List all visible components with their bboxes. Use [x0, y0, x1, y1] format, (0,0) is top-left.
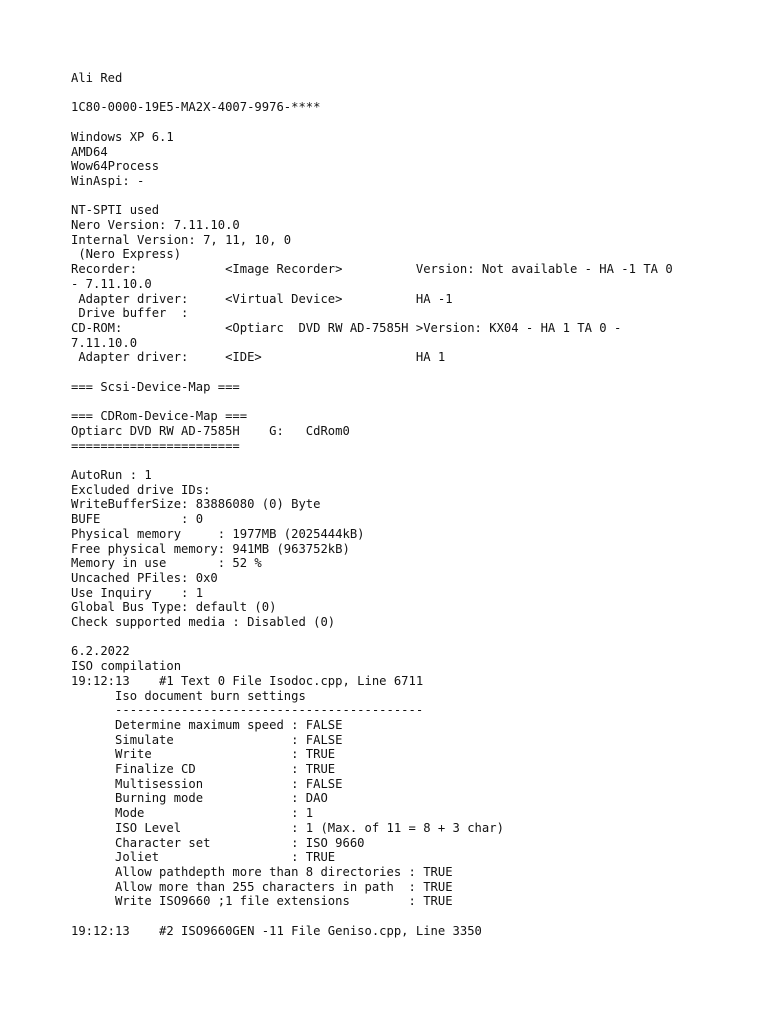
log-line: ISO Level : 1 (Max. of 11 = 8 + 3 char)	[71, 820, 504, 835]
log-line: Uncached PFiles: 0x0	[71, 570, 218, 585]
log-line: Physical memory : 1977MB (2025444kB)	[71, 526, 365, 541]
log-line: NT-SPTI used	[71, 203, 160, 218]
log-line: Determine maximum speed : FALSE	[71, 717, 343, 732]
log-line: ISO compilation	[71, 659, 182, 674]
log-line: WriteBufferSize: 83886080 (0) Byte	[71, 497, 321, 512]
log-line: Windows XP 6.1	[71, 129, 174, 144]
log-line: Simulate : FALSE	[71, 732, 343, 747]
log-line: Free physical memory: 941MB (963752kB)	[71, 541, 350, 556]
log-line: Joliet : TRUE	[71, 850, 336, 865]
log-line: =======================	[71, 438, 240, 453]
log-line: 1C80-0000-19E5-MA2X-4007-9976-****	[71, 100, 321, 115]
log-line: Memory in use : 52 %	[71, 556, 262, 571]
log-line: Check supported media : Disabled (0)	[71, 615, 336, 630]
log-line: Recorder: <Image Recorder> Version: Not available - HA -1 TA 0	[71, 262, 673, 277]
log-line: Internal Version: 7, 11, 10, 0	[71, 232, 292, 247]
log-line: Global Bus Type: default (0)	[71, 600, 277, 615]
log-line: Wow64Process	[71, 159, 160, 174]
log-line: AutoRun : 1	[71, 467, 152, 482]
log-line: Allow more than 255 characters in path : TRUE	[71, 879, 453, 894]
log-line: Use Inquiry : 1	[71, 585, 204, 600]
log-line: 19:12:13 #2 ISO9660GEN -11 File Geniso.cpp, Line 3350	[71, 923, 482, 938]
log-line: Allow pathdepth more than 8 directories : TRUE	[71, 864, 453, 879]
log-line: Character set : ISO 9660	[71, 835, 365, 850]
log-line: Ali Red	[71, 71, 123, 85]
log-line: 19:12:13 #1 Text 0 File Isodoc.cpp, Line 6711	[71, 673, 424, 688]
log-line: ------------------------------------------	[71, 703, 424, 718]
log-line: Mode : 1	[71, 806, 314, 821]
log-line: === CDRom-Device-Map ===	[71, 409, 248, 424]
log-line: Multisession : FALSE	[71, 776, 343, 791]
log-line: (Nero Express)	[71, 247, 182, 262]
log-line: - 7.11.10.0	[71, 276, 152, 291]
log-line: 6.2.2022	[71, 644, 130, 659]
log-line: Adapter driver: <Virtual Device> HA -1	[71, 291, 453, 306]
log-line: BUFE : 0	[71, 512, 204, 527]
log-line: AMD64	[71, 144, 108, 159]
log-line: Optiarc DVD RW AD-7585H G: CdRom0	[71, 423, 350, 438]
log-line: Iso document burn settings	[71, 688, 306, 703]
log-line: Adapter driver: <IDE> HA 1	[71, 350, 446, 365]
log-line: Finalize CD : TRUE	[71, 762, 336, 777]
log-line: Drive buffer :	[71, 306, 189, 321]
document-page	[71, 71, 751, 1001]
log-line: === Scsi-Device-Map ===	[71, 379, 240, 394]
log-text	[71, 71, 751, 938]
log-line: Burning mode : DAO	[71, 791, 328, 806]
log-line: 7.11.10.0	[71, 335, 138, 350]
log-line: WinAspi: -	[71, 173, 145, 188]
log-line: CD-ROM: <Optiarc DVD RW AD-7585H >Version: KX04 - HA 1 TA 0 -	[71, 320, 622, 335]
log-line: Write ISO9660 ;1 file extensions : TRUE	[71, 894, 453, 909]
log-line: Excluded drive IDs:	[71, 482, 211, 497]
log-line: Write : TRUE	[71, 747, 336, 762]
log-line: Nero Version: 7.11.10.0	[71, 218, 240, 233]
